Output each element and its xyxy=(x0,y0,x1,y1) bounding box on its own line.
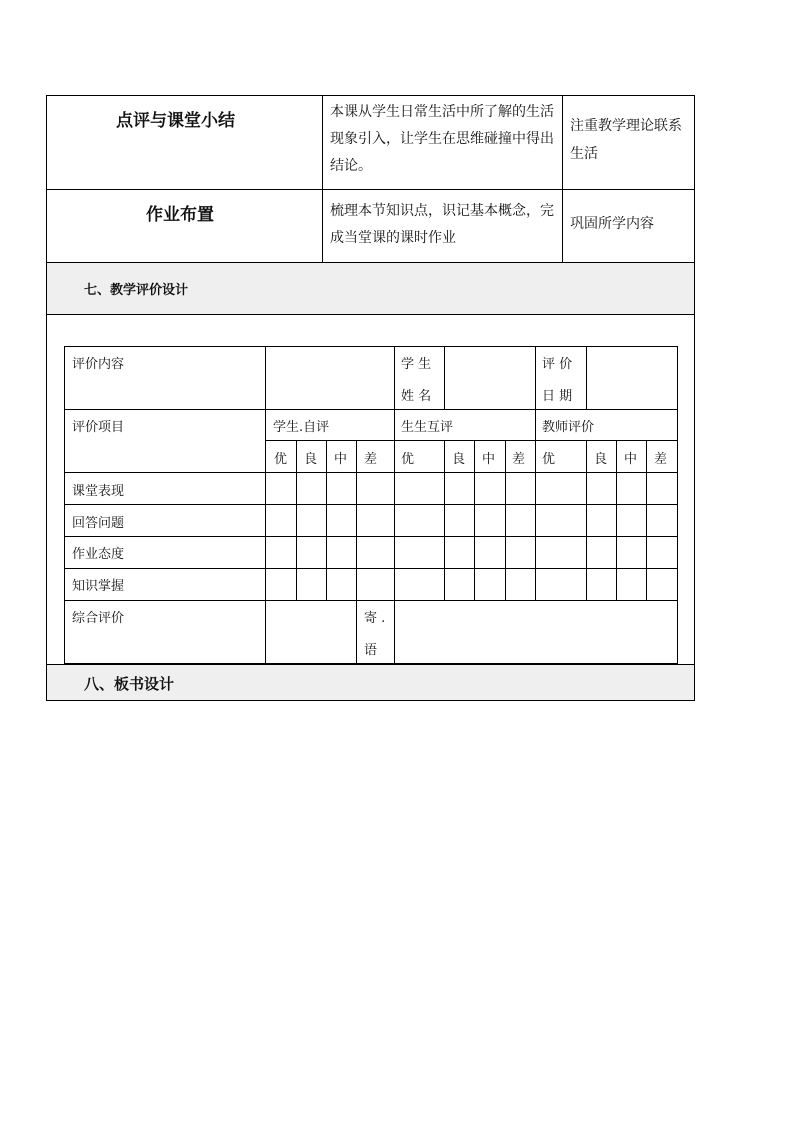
message-label-line-2: 语 xyxy=(364,643,378,658)
homework-heading: 作业布置 xyxy=(146,205,214,225)
grade-excellent: 优 xyxy=(542,452,556,467)
group-teacher-eval: 教师评价 xyxy=(542,420,595,435)
section7-title: 七、教学评价设计 xyxy=(84,283,189,298)
homework-content-line-2: 成当堂课的课时作业 xyxy=(330,230,456,246)
homework-content-line-1: 梳理本节知识点，识记基本概念，完 xyxy=(330,203,554,219)
grade-poor: 差 xyxy=(654,452,668,467)
row-knowledge-mastery: 知识掌握 xyxy=(72,579,125,594)
summary-heading: 点评与课堂小结 xyxy=(116,111,235,131)
message-label-line-1: 寄 . xyxy=(364,611,386,626)
grade-fair: 中 xyxy=(624,452,638,467)
summary-content-line-3: 结论。 xyxy=(330,158,372,174)
eval-date-label-line-1: 评 价 xyxy=(542,357,573,372)
eval-content-label: 评价内容 xyxy=(72,357,125,372)
student-name-label-line-2: 姓 名 xyxy=(401,389,432,404)
eval-date-label-line-2: 日 期 xyxy=(542,389,573,404)
grade-poor: 差 xyxy=(512,452,526,467)
summary-content-line-1: 本课从学生日常生活中所了解的生活 xyxy=(330,104,554,120)
summary-content-line-2: 现象引入，让学生在思维碰撞中得出 xyxy=(330,131,554,147)
grade-poor: 差 xyxy=(364,452,378,467)
summary-intent-line-2: 生活 xyxy=(570,146,598,162)
grade-good: 良 xyxy=(594,452,608,467)
student-name-label-line-1: 学 生 xyxy=(401,357,432,372)
eval-item-label: 评价项目 xyxy=(72,420,125,435)
group-self-eval: 学生.自评 xyxy=(273,420,330,435)
grade-excellent: 优 xyxy=(274,452,288,467)
grade-excellent: 优 xyxy=(401,452,415,467)
overall-eval-label: 综合评价 xyxy=(72,611,125,626)
row-answering-questions: 回答问题 xyxy=(72,516,125,531)
summary-intent-line-1: 注重教学理论联系 xyxy=(570,118,682,134)
group-peer-eval: 生生互评 xyxy=(401,420,454,435)
row-homework-attitude: 作业态度 xyxy=(72,547,125,562)
homework-intent: 巩固所学内容 xyxy=(570,216,654,232)
section8-title: 八、板书设计 xyxy=(84,675,175,693)
grade-good: 良 xyxy=(304,452,318,467)
grade-fair: 中 xyxy=(334,452,348,467)
grade-fair: 中 xyxy=(482,452,496,467)
row-class-performance: 课堂表现 xyxy=(72,484,125,499)
grade-good: 良 xyxy=(452,452,466,467)
